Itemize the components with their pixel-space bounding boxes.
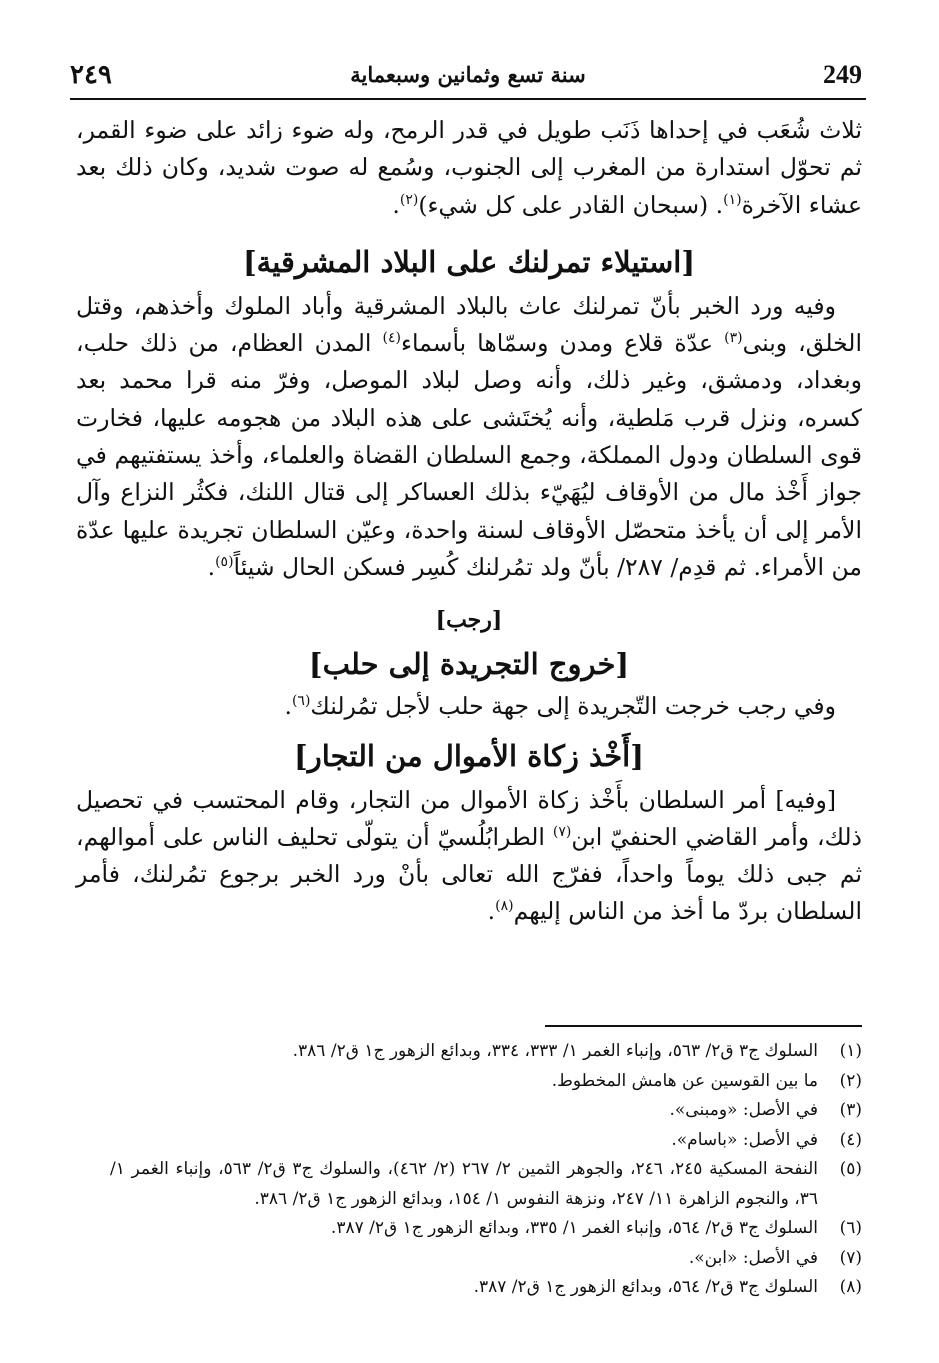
running-title: سنة تسع وثمانين وسبعماية [350,62,586,87]
footnote-separator [545,1025,862,1027]
text-run: . [487,897,496,926]
text-run: المدن العظام، من ذلك حلب، وبغداد، ودمشق، وغير ذلك، وأنه وصل لبلاد الموصل، وفرّ منه قرا محمد بعد كسره، ونزل قرب مَلطية، وأنه يُختَشى على هذه البلاد من هجومه عليها، فخارت قوى السلطان ودول المملكة، وجمع السلطان القضاة والعلماء، وأخذ يستفتيهم في جواز أَخْذ مال من الأوقاف ليُهَيّء بذلك العساكر إلى قتال اللنك، فكثُر النزاع وآل الأمر إلى أن يأخذ متحصّل الأوقاف لسنة واحدة، وعيّن السلطان تجريدة عليها عدّة من الأمراء. ثم قدِم/ ٢٨٧/ بأنّ ولد تمُرلنك كُسِر فسكن الحال شيئاً [76,329,862,581]
section-heading-zakat: [أَخْذ زكاة الأموال من التجار] [294,738,644,773]
footnote-text: النفحة المسكية ٢٤٥، ٢٤٦، والجوهر الثمين ٢/ ٢٦٧ (٢/ ٤٦٢)، والسلوك ج٣ ق٢/ ٥٦٣، وإنباء الغمر ١/ ٣٦، والنجوم الزاهرة ١١/ ٢٤٧، ونزهة النفوس ١/ ١٥٤، وبدائع الزهور ج١ ق٢/ ٣٨٦. [110,1159,819,1209]
text-run: . [392,190,400,219]
footnote-ref: (٧) [552,823,572,840]
footnote-number: (٦) [839,1218,862,1238]
paragraph-comet [76,112,862,224]
footnote-text: السلوك ج٣ ق٢/ ٥٦٣، وإنباء الغمر ١/ ٣٣٣، ٣٣٤، وبدائع الزهور ج١ ق٢/ ٣٨٦. [292,1041,818,1061]
paragraph-expedition [76,688,862,725]
paragraph-timur [76,288,862,586]
footnote-item [110,1096,862,1126]
footnote-ref: (٦) [291,693,311,710]
footnote-text: في الأصل: «ابن». [688,1247,818,1268]
footnote-number: (٢) [839,1070,862,1091]
footnote-text: السلوك ج٣ ق٢/ ٥٦٤، وبدائع الزهور ج١ ق٢/ ٣٨٧. [473,1277,818,1297]
footnote-item [110,1244,862,1274]
text-run: وفي رجب خرجت التّجريدة إلى جهة حلب لأجل تمُرلنك [310,692,836,721]
footnote-item [110,1273,862,1303]
footnote-ref: (٥) [215,553,234,570]
footnote-number: (٤) [839,1129,862,1150]
footnote-ref: (٢) [399,191,419,208]
footnote-item [110,1214,862,1244]
footnote-text: في الأصل: «باسام». [671,1129,818,1150]
text-run: وفيه ورد الخبر بأنّ تمرلنك عاث بالبلاد المشرقية وأباد الملوك وأخذهم، وقتل الخلق، وبنى [76,291,862,358]
paragraph-zakat [76,782,862,931]
footnote-number: (٨) [839,1277,862,1297]
footnote-item [110,1037,862,1067]
footnote-number: (١) [839,1041,862,1061]
text-run: . (سبحان القادر على كل شيء) [418,190,724,219]
footnote-text: ما بين القوسين عن هامش المخطوط. [551,1070,818,1091]
section-heading-expedition: [خروج التجريدة إلى حلب] [308,647,630,682]
page-number-latin: 249 [823,60,862,89]
section-heading-timur: [استيلاء تمرلنك على البلاد المشرقية] [242,244,696,279]
main-text [76,112,862,931]
footnote-ref: (٤) [382,330,401,347]
text-run: . [284,692,292,721]
footnote-text: في الأصل: «ومبنى». [669,1100,818,1120]
footnote-text: السلوك ج٣ ق٢/ ٥٦٤، وإنباء الغمر ١/ ٣٣٥، وبدائع الزهور ج١ ق٢/ ٣٨٧. [330,1218,818,1238]
footnotes [110,1037,862,1303]
running-header [70,58,866,100]
footnote-ref: (٣) [724,330,743,347]
text-run: ثلاث شُعَب في إحداها ذَنَب طويل في قدر الرمح، وله ضوء زائد على ضوء القمر، ثم تحوّل استدارة من المغرب إلى الجنوب، وسُمع له صوت شديد، وكان ذلك بعد عشاء الآخرة [76,116,862,219]
footnote-number: (٥) [839,1159,862,1179]
page-number-arabic: ٢٤٩ [70,60,112,90]
footnote-item [110,1126,862,1156]
footnote-number: (٧) [839,1247,862,1268]
text-run: عدّة قلاع ومدن وسمّاها بأسماء [400,329,725,358]
footnote-item [110,1155,862,1214]
footnote-number: (٣) [839,1100,862,1120]
footnote-ref: (٨) [495,898,514,915]
footnote-item [110,1067,862,1097]
text-run: . [207,552,216,581]
text-run: [وفيه] أمر السلطان بأَخْذ زكاة الأموال من التجار، وقام المحتسب في تحصيل ذلك، وأمر القاضي الحنفيّ ابن [76,785,862,851]
month-heading-rajab: [رجب] [435,607,503,634]
text-run: الطرابُلُسيّ أن يتولّى تحليف الناس على أموالهم، ثم جبى ذلك يوماً واحداً، ففرّج الله تعالى بأنْ ورد الخبر برجوع تمُرلنك، فأمر السلطان بردّ ما أخذ من الناس إليهم [76,822,862,926]
footnote-ref: (١) [723,191,742,208]
